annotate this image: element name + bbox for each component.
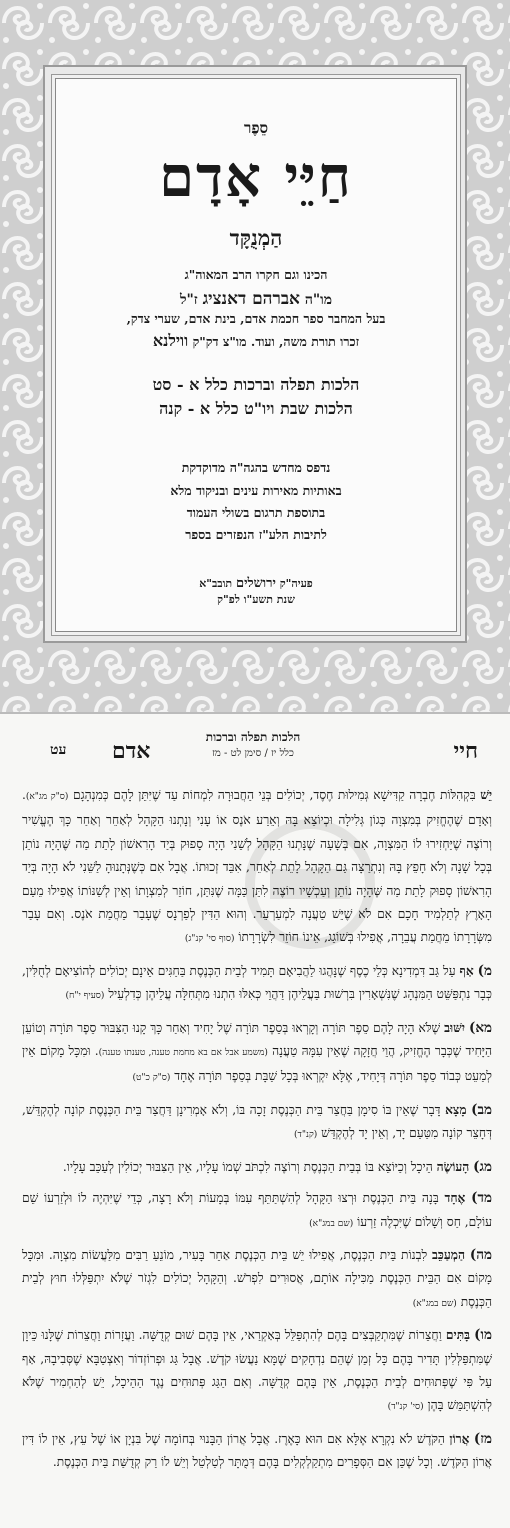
running-head-section: הלכות תפלה וברכות (205, 730, 301, 744)
author-intro: הכינו וגם חקרו הרב המאוה"ג (184, 267, 328, 282)
source-ref: (סי' קנ"ד) (387, 1402, 424, 1413)
contents-line-1: הלכות תפלה וברכות כלל א - סט (152, 375, 360, 394)
paragraph-text: דָּבָר שֶׁאֵין בּוֹ סִימָן בַּחֲצַר בֵּית הַכְּנֶסֶת זָכָה בּוֹ, וְלֹא אָמְרִינָן דַּחֲצַר בֵּית הַכְּנֶסֶת קוֹנָה לְהֶקְדֵּשׁ, דְּחָצֵר קוֹנָה מִטַּעַם יָד, וְאֵין יָד לְהֶקְדֵּשׁ (22, 1102, 492, 1141)
paragraph-lead-word: אֲרוֹן (449, 1431, 470, 1446)
sefer-label: סֵפֶר (243, 119, 269, 137)
contents-line-2: הלכות שבת ויו"ט כלל א - קנה (159, 399, 353, 418)
paragraph-number: מג) (473, 1158, 492, 1175)
place-suffix: תובב"א (199, 577, 233, 590)
source-ref: (קנ"ד) (294, 1130, 318, 1141)
place-prefix: פעיה"ק (279, 577, 313, 590)
author-works-cont: זכרו תורת משה, ועוד. מו"צ דק"ק (192, 334, 360, 349)
paragraph-text: בָּנָה בֵּית הַכְּנֶסֶת וּרְצוּ הַקָּהָל לְהִשְׁתַּתֵּף עִמּוֹ בְּמָעוֹת וְלֹא רָצָה, כְּדֵי שֶׁיִּהְיֶה לוֹ וּלְזַרְעוֹ שֵׁם עוֹלָם, חַס וְשָׁלוֹם שֶׁיִּכְלֶה זַרְעוֹ (22, 1191, 492, 1229)
source-ref: (סוף סי' קנ"ג) (184, 934, 235, 945)
paragraph-number: מא) (468, 1019, 493, 1036)
title-page (0, 0, 510, 712)
author-name: אברהם דאנציג (202, 289, 300, 309)
publication-place (56, 575, 456, 591)
paragraph-lead-word: יֵשׁ (480, 788, 493, 802)
paragraph-lead-word: מָצָא (445, 1102, 467, 1117)
paragraph-text: בִּקְהִלּוֹת חֶבְרָה קַדִּישָׁא גְּמִילוּת חֶסֶד, יְכוֹלִים בְּנֵי הַחֲבוּרָה לִמְחוֹת עַד שֶׁיִּתֵּן לָהֶם כְּמִנְהָגָם (72, 788, 476, 802)
source-ref: (משמע אבל אם בא מחמת טענה, טענתו טענה) (98, 1048, 268, 1059)
paragraph (22, 1187, 492, 1236)
author-city-line (56, 331, 456, 351)
paragraph-number: מ) (477, 962, 492, 979)
source-ref: (ס"ק מג"א) (25, 792, 69, 802)
source-ref: (שם במג"א) (412, 1298, 457, 1309)
edition-line-3: בתוספת תרגום בשולי העמוד (186, 505, 326, 520)
paragraph (22, 784, 492, 952)
author-prefix: מו"ה (304, 292, 333, 308)
paragraph-lead-word: הָעוֹשֶׂה (436, 1159, 470, 1174)
halacha-text (22, 784, 492, 1483)
paragraph-lead-word: הַמְעַכֵּב (432, 1247, 465, 1262)
paragraph-number: מב) (471, 1101, 493, 1118)
paragraph (22, 1017, 492, 1091)
running-head-range: כלל יז / סימן לט - מז (212, 748, 294, 759)
paragraph-number: מז) (473, 1430, 493, 1447)
paragraph-text: הַקֹּדֶשׁ לֹא נִקְרָא אֶלָּא אִם הוּא כָּאֶרֶז. אֲבָל אֲרוֹן הַבָּנוּי בְּחוֹמָה שֶׁל בִּנְיָן אוֹ שֶׁל עֵץ, אֵין לוֹ דִּין אֲרוֹן הַקֹּדֶשׁ. וְכָל שֶׁכֵּן אִם הַסְּפָרִים מִתְקַלְקְלִים בָּהֶם דְּמֻתָּר לְטַלְטֵל וְיֵשׁ לוֹ רַק קְדֻשַּׁת בֵּית הַכְּנֶסֶת. (22, 1431, 492, 1470)
place-name: ירושלים (235, 576, 276, 591)
publication-year: שנת תשע"ו לפ"ק (217, 593, 295, 606)
text-page (0, 712, 510, 1528)
source-ref: (ס"ק כ"ט) (132, 1073, 171, 1084)
running-head (22, 724, 488, 780)
book-title: חַיֵּי אָדָם (159, 144, 353, 210)
paragraph (22, 1099, 492, 1148)
author-name-line (56, 289, 456, 309)
source-ref: (שם במג"א) (309, 1218, 354, 1229)
book-subtitle: הַמְנֻקָּד (229, 225, 283, 250)
paragraph-lead-word: אֶחָד (444, 1191, 466, 1206)
running-head-title: חיי (453, 738, 478, 764)
paragraph-text: לִבְנוֹת בֵּית הַכְּנֶסֶת, אֲפִילוּ יֵשׁ בֵּית הַכְּנֶסֶת אַחֵר בָּעִיר, מוֹנֵעַ רַבִּים מִלַּעֲשׂוֹת מִצְוָה. וּמִכָּל מָקוֹם אִם הַבֵּית הַכְּנֶסֶת מַכִּילָה אוֹתָם, אֲסוּרִים לִפְרֹשׁ. וְהַקָּהָל יְכוֹלִים לִגְזֹר שֶׁלֹּא יִתְפַּלְּלוּ חוּץ לְבֵית הַכְּנֶסֶת (22, 1247, 492, 1309)
paragraph-text-cont: . וּמִכָּל מָקוֹם אֵין לְמַעֵט כְּבוֹד סֵפֶר תּוֹרָה דְּיָחִיד, אֶלָּא יִקְרְאוּ בְּכָל שַׁבָּת בְּסֵפֶר תּוֹרָה אֶחָד (22, 1044, 492, 1084)
title-panel (55, 78, 457, 632)
city-name: ווילנא (152, 331, 189, 350)
paragraph-number: מו) (474, 1327, 493, 1344)
paragraph-lead-word: בָּתִּים (445, 1328, 470, 1343)
paragraph-lead-word: יִשּׁוּב (444, 1020, 465, 1035)
author-works-line: בעל המחבר ספר חכמת אדם, בינת אדם, שערי צדק, (126, 311, 386, 326)
paragraph (22, 960, 492, 1009)
paragraph-number: מד) (471, 1190, 492, 1207)
paragraph (22, 1324, 492, 1420)
paragraph-lead-word: אַף (459, 963, 474, 978)
edition-line-2: באותיות מאירות עינים ובניקוד מלא (170, 483, 342, 498)
paragraph-text: וַחֲצֵרוֹת שֶׁמִּתְקַבְּצִים בָּהֶם לְהִתְפַּלֵּל בְּאַקְרַאי, אֵין בָּהֶם שׁוּם קְדֻשָּׁה. וַעֲזָרוֹת וַחֲצֵרוֹת שֶׁלָּנוּ כֵּיוָן שֶׁמִּתְפַּלְּלִין תָּדִיר בָּהֶם כָּל זְמַן שֶׁהֵם נִדְחָקִים שֶׁמָּא נַעֲשׂוּ קֹדֶשׁ. אֲבָל גַּג וּפְרוֹזְדוֹר וְאִצְטַבָּא שֶׁסְּבִיבָהּ, אַף עַל פִּי שֶׁפְּתוּחִים לְבֵית הַכְּנֶסֶת, אֵין בָּהֶם קְדֻשָּׁה. וְאִם הַגַּג פְּתוּחִים נֶגֶד הַהֵיכָל, יֵשׁ לְהַחְמִיר שֶׁלֹּא לְהִשְׁתַּמֵּשׁ בָּהֶן (22, 1328, 492, 1413)
paragraph (22, 1244, 492, 1316)
source-ref: (סעיף י"ח) (65, 991, 105, 1002)
paragraph (22, 1428, 492, 1475)
page-number: עט (50, 742, 67, 758)
running-head-title-2: אדם (112, 738, 151, 764)
edition-line-1: נדפס מחדש בהגה"ה מדוקדקת (181, 460, 331, 475)
paragraph-text: שֶׁלֹּא הָיָה לָהֶם סֵפֶר תּוֹרָה וְקָרְאוּ בְּסֵפֶר תּוֹרָה שֶׁל יָחִיד וְאַחַר כָּךְ קָנוּ הַצִּבּוּר סֵפֶר תּוֹרָה וְטוֹעֵן הַיָּחִיד שֶׁכְּבָר הֶחֱזִיק, הֲוֵי חֲזָקָה שֶׁאֵין עִמָּהּ טַעֲנָה (22, 1020, 493, 1059)
paragraph (22, 1156, 492, 1179)
paragraph-number: מה) (469, 1246, 493, 1263)
paragraph-text: הֵיכָל וְכַיּוֹצֵא בּוֹ בְּבֵית הַכְּנֶסֶת וְרוֹצֶה לִכְתֹּב שְׁמוֹ עָלָיו, אֵין הַצִּבּוּר יְכוֹלִין לְעַכֵּב עָלָיו. (62, 1159, 433, 1174)
paragraph-text-cont: . וְאָדָם שֶׁהֶחֱזִיק בְּמִצְוָה כְּגוֹן גְּלִילָה וּכְיוֹצֵא בָּהּ וְאֵרַע אֹנֶס אוֹ עָנִי וְנָתְנוּ הַקָּהָל לְאַחֵר וְאַחַר כָּךְ הֶעֱשִׁיר וְרוֹצֶה שֶׁיַּחְזִירוּ לוֹ הַמִּצְוָה, אִם בְּשָׁעָה שֶׁנָּתְנוּ הַקָּהָל לְשֵׁנִי הָיָה סָפוּק בְּיַד הָרִאשׁוֹן לָתֵת מַה שֶּׁהָיָה נוֹתֵן בְּכָל שָׁנָה וְלֹא חָפֵץ בָּהּ וְנִתְרַצָּה גַּם הַקָּהָל לָתֵת לְאַחֵר, אִבֵּד זְכוּתוֹ. אֲבָל אִם כְּשֶׁנְּתָנוּהָ לַשֵּׁנִי לֹא הָיָה בְּיַד הָרִאשׁוֹן סָפוּק לָתֵת מַה שֶּׁהָיָה נוֹתֵן וְעַכְשָׁיו רוֹצֶה לִתֵּן כַּמָּה שֶׁנִּתַּן, חוֹזֵר לְמִצְוָתוֹ וְאֵין לְשַׁנּוֹתוֹ אֲפִילוּ מֵעַם הָאָרֶץ לְתַלְמִיד חָכָם אִם לֹא שֶׁיֵּשׁ טַעֲנָה לִמְעַרְעֵר. וְהוּא הַדִּין לְפַרְנָס שֶׁעָבַר מֵחֲמַת אֹנֶס. וְאִם עָבַר מִשְּׂרָרָתוֹ מֵחֲמַת עֲבֵרָה, אֲפִילוּ בְּשׁוֹגֵג, אֵינוֹ חוֹזֵר לִשְׂרָרָתוֹ (22, 788, 492, 945)
edition-line-4: לתיבות הלע"ז הנפזרים בספר (185, 527, 327, 542)
author-suffix: ז"ל (179, 292, 198, 308)
paragraph-text: עַל גַּב דִּמְדִינָא כְּלֵי כֶסֶף שֶׁנָּהֲגוּ לַהֲבִיאָם תָּמִיד לְבֵית הַכְּנֶסֶת בַּחַגִּים אֵינָם יְכוֹלִים לְהוֹצִיאָם לְחֻלִּין, כְּבָר נִתְפַּשֵּׁט הַמִּנְהָג שֶׁנִּשְׁאָרִין בִּרְשׁוּת בַּעֲלֵיהֶן דַּהֲוֵי כְּאִלּוּ הִתְנוּ מִתְּחִלָּה עֲלֵיהֶן כְּדִלְעֵיל (22, 963, 492, 1002)
